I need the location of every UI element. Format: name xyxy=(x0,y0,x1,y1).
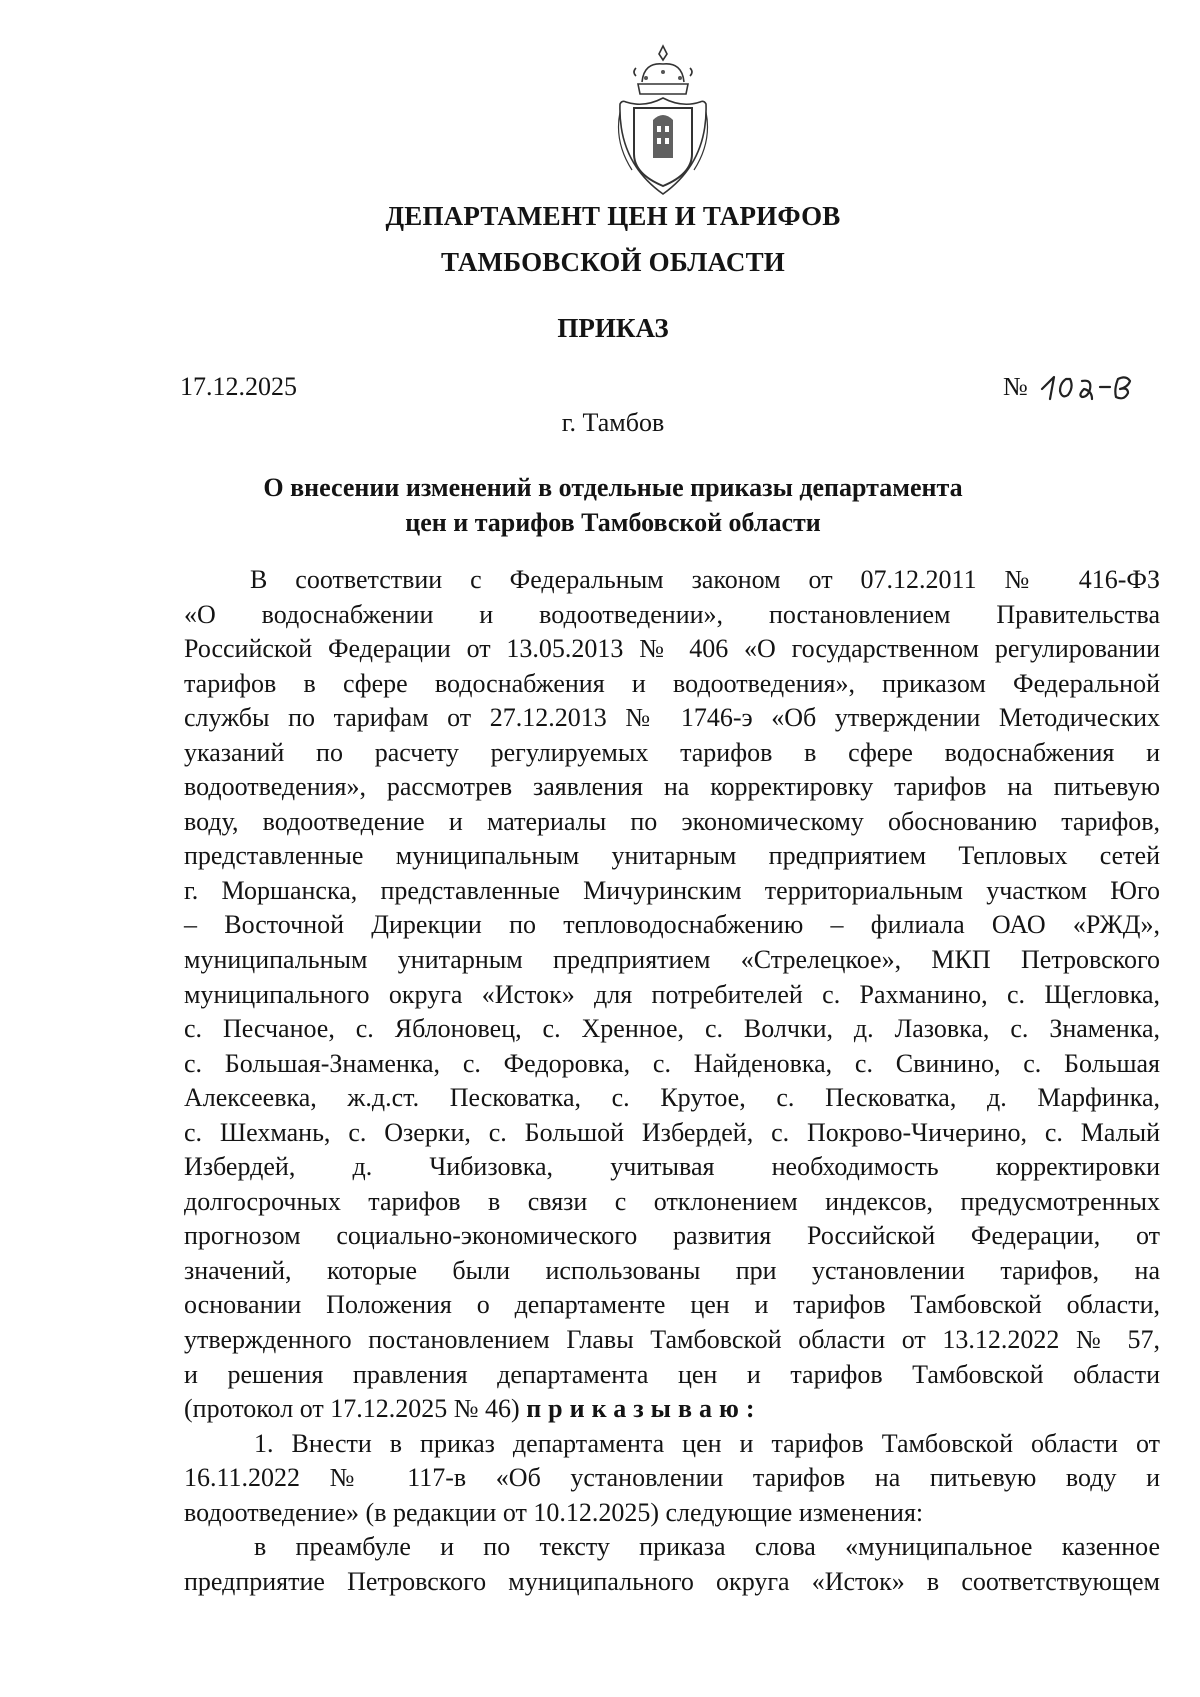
preamble-line: и решения правления департамента цен и тарифов Тамбовской области xyxy=(184,1359,1160,1389)
protocol-reference: (протокол от 17.12.2025 № 46) xyxy=(184,1394,527,1424)
preamble-line: основании Положения о департаменте цен и тарифов Тамбовской области, xyxy=(184,1290,1160,1320)
preamble-last-line xyxy=(184,1392,1160,1427)
preamble-line: службы по тарифам от 27.12.2013 № 1746-э «Об утверждении Методических xyxy=(184,703,1160,733)
subject-line-1: О внесении изменений в отдельные приказы департамента xyxy=(263,473,963,502)
order-body xyxy=(184,563,1160,1599)
preamble-line: указаний по расчету регулируемых тарифов в сфере водоснабжения и xyxy=(184,737,1160,767)
preamble-line: водоотведения», рассмотрев заявления на корректировку тарифов на питьевую xyxy=(184,772,1160,802)
preamble-line: муниципального округа «Исток» для потребителей с. Рахманино, с. Щегловка, xyxy=(184,979,1160,1009)
preamble-line: с. Большая-Знаменка, с. Федоровка, с. Найденовка, с. Свинино, с. Большая xyxy=(184,1048,1160,1078)
subject-line-2: цен и тарифов Тамбовской области xyxy=(405,508,821,537)
preamble-line: с. Песчаное, с. Яблоновец, с. Хренное, с. Волчки, д. Лазовка, с. Знаменка, xyxy=(184,1014,1160,1044)
preamble-line: с. Шехмань, с. Озерки, с. Большой Избердей, с. Покрово-Чичерино, с. Малый xyxy=(184,1117,1160,1147)
preamble-line: тарифов в сфере водоснабжения и водоотведения», приказом Федеральной xyxy=(184,668,1160,698)
department-name-line-1: ДЕПАРТАМЕНТ ЦЕН И ТАРИФОВ xyxy=(385,201,841,231)
preamble-line: В соответствии с Федеральным законом от 07.12.2011 № 416-ФЗ xyxy=(250,565,1160,594)
order-date: 17.12.2025 xyxy=(180,372,297,401)
coat-of-arms-emblem xyxy=(612,42,714,200)
preamble-line: утвержденного постановлением Главы Тамбовской области от 13.12.2022 № 57, xyxy=(184,1325,1160,1355)
item-1-sub-line: в преамбуле и по тексту приказа слова «муниципальное казенное xyxy=(254,1532,1160,1562)
order-subject xyxy=(0,470,1200,540)
order-number-label: № xyxy=(1003,372,1028,401)
preamble-line: воду, водоотведение и материалы по экономическому обоснованию тарифов, xyxy=(184,806,1160,836)
department-name-line-2: ТАМБОВСКОЙ ОБЛАСТИ xyxy=(440,247,786,277)
preamble-line: значений, которые были использованы при установлении тарифов, на xyxy=(184,1255,1160,1285)
preamble-line: прогнозом социально-экономического развития Российской Федерации, от xyxy=(184,1221,1160,1251)
item-1-line: водоотведение» (в редакции от 10.12.2025) следующие изменения: xyxy=(184,1497,924,1527)
item-1-line: 16.11.2022 № 117-в «Об установлении тарифов на питьевую воду и xyxy=(184,1463,1160,1493)
order-title: ПРИКАЗ xyxy=(557,313,669,343)
preamble-line: Избердей, д. Чибизовка, учитывая необходимость корректировки xyxy=(184,1152,1160,1182)
preamble-line: г. Моршанска, представленные Мичуринским территориальным участком Юго xyxy=(184,875,1160,905)
city: г. Тамбов xyxy=(561,408,665,437)
preamble-line: «О водоснабжении и водоотведении», постановлением Правительства xyxy=(184,599,1160,629)
preamble-line: представленные муниципальным унитарным предприятием Тепловых сетей xyxy=(184,841,1160,871)
preamble-line: – Восточной Дирекции по тепловодоснабжению – филиала ОАО «РЖД», xyxy=(184,910,1160,940)
preamble-line: долгосрочных тарифов в связи с отклонением индексов, предусмотренных xyxy=(184,1186,1160,1216)
item-1-sub-line: предприятие Петровского муниципального округа «Исток» в соответствующем xyxy=(184,1566,1160,1596)
preamble-line: Российской Федерации от 13.05.2013 № 406 «О государственном регулировании xyxy=(184,634,1160,664)
order-word: приказываю: xyxy=(526,1394,762,1424)
handwritten-order-number xyxy=(1038,369,1148,409)
preamble-line: муниципальным унитарным предприятием «Стрелецкое», МКП Петровского xyxy=(184,945,1160,975)
item-1-line: 1. Внести в приказ департамента цен и тарифов Тамбовской области от xyxy=(254,1428,1160,1458)
preamble-line: Алексеевка, ж.д.ст. Песковатка, с. Крутое, с. Песковатка, д. Марфинка, xyxy=(184,1083,1160,1113)
